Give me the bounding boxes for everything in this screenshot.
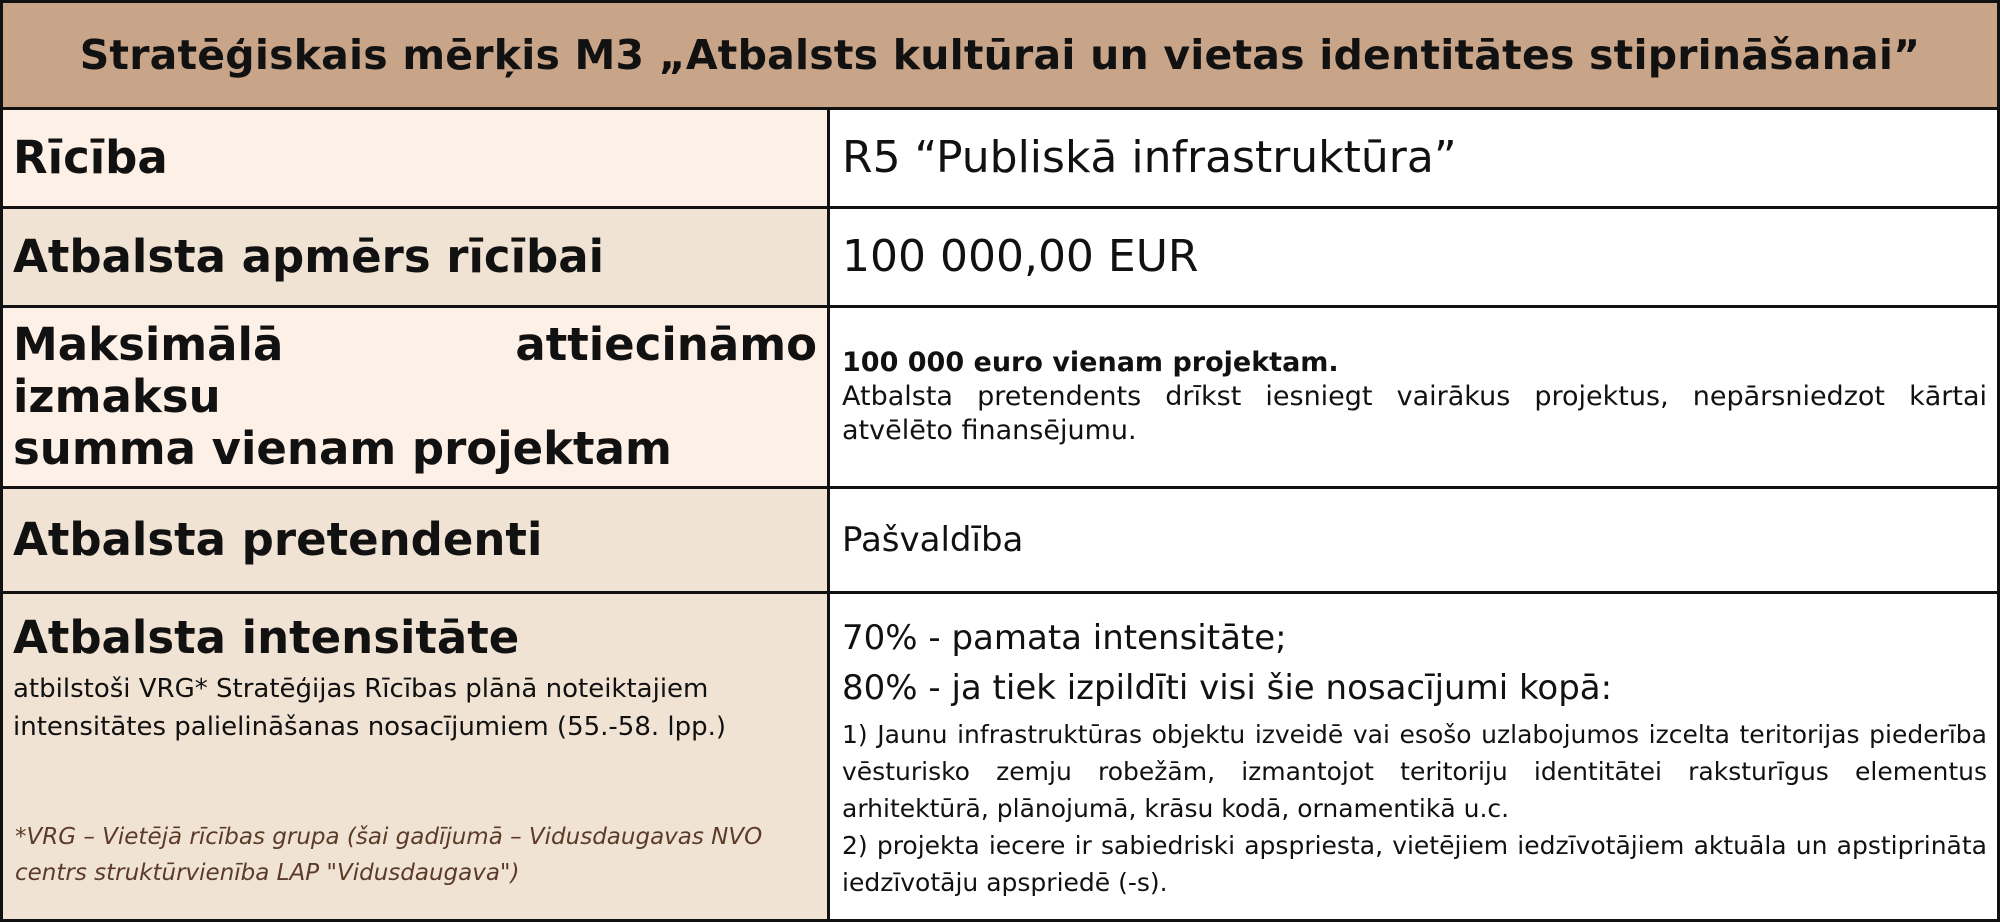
row-value-cell bbox=[827, 486, 2000, 594]
support-amount-value: 100 000,00 EUR bbox=[842, 231, 1199, 282]
row-value-cell bbox=[827, 305, 2000, 489]
vrg-footnote: *VRG – Vietējā rīcības grupa (šai gadījumā – Vidusdaugavas NVO centrs struktūrvienība LAP "Vidusdaugava") bbox=[15, 824, 763, 886]
max-cost-value-text: Atbalsta pretendents drīkst iesniegt vairākus projektus, nepārsniedzot kārtai atvēlēto finansējumu. bbox=[842, 381, 1987, 446]
action-value: R5 “Publiskā infrastruktūra” bbox=[842, 132, 1457, 183]
table-row bbox=[0, 486, 2000, 594]
table-row bbox=[0, 206, 2000, 308]
action-label: Rīcība bbox=[13, 131, 168, 184]
row-label-cell bbox=[0, 206, 830, 308]
table-row bbox=[0, 591, 2000, 922]
table-row bbox=[0, 305, 2000, 489]
row-label-cell bbox=[0, 305, 830, 489]
row-value-cell bbox=[827, 107, 2000, 209]
max-cost-label-line1: Maksimālā attiecināmo izmaksu bbox=[13, 318, 817, 423]
row-label-cell bbox=[0, 486, 830, 594]
condition-item: 1) Jaunu infrastruktūras objektu izveidē vai esošo uzlabojumos izcelta teritorijas piederība vēsturisko zemju robežām, izmantojot teritoriju identitātei raksturīgus elementus arhitektūrā, plānojumā, krāsu kodā, ornamentikā u.c. bbox=[842, 720, 1987, 823]
intensity-sublabel: atbilstoši VRG* Stratēģijas Rīcības plānā noteiktajiem intensitātes palielināšanas nosacījumiem (55.-58. lpp.) bbox=[13, 674, 727, 742]
intensity-base: 70% - pamata intensitāte; bbox=[842, 618, 1287, 658]
row-value-cell bbox=[827, 206, 2000, 308]
table-title: Stratēģiskais mērķis M3 „Atbalsts kultūrai un vietas identitātes stiprināšanai” bbox=[0, 0, 2000, 110]
table-row bbox=[0, 107, 2000, 209]
applicants-value: Pašvaldība bbox=[842, 520, 1024, 560]
max-cost-value-bold: 100 000 euro vienam projektam. bbox=[842, 347, 1339, 378]
row-value-cell bbox=[827, 591, 2000, 922]
max-cost-label-line2: summa vienam projektam bbox=[13, 422, 672, 475]
support-amount-label: Atbalsta apmērs rīcībai bbox=[13, 230, 605, 283]
intensity-label: Atbalsta intensitāte bbox=[13, 611, 520, 664]
applicants-label: Atbalsta pretendenti bbox=[13, 513, 543, 566]
row-label-cell bbox=[0, 591, 830, 922]
condition-item: 2) projekta iecere ir sabiedriski apspriesta, vietējiem iedzīvotājiem aktuāla un apstiprināta iedzīvotāju apspriedē (-s). bbox=[842, 831, 1987, 897]
intensity-increased: 80% - ja tiek izpildīti visi šie nosacījumi kopā: bbox=[842, 668, 1613, 708]
row-label-cell bbox=[0, 107, 830, 209]
